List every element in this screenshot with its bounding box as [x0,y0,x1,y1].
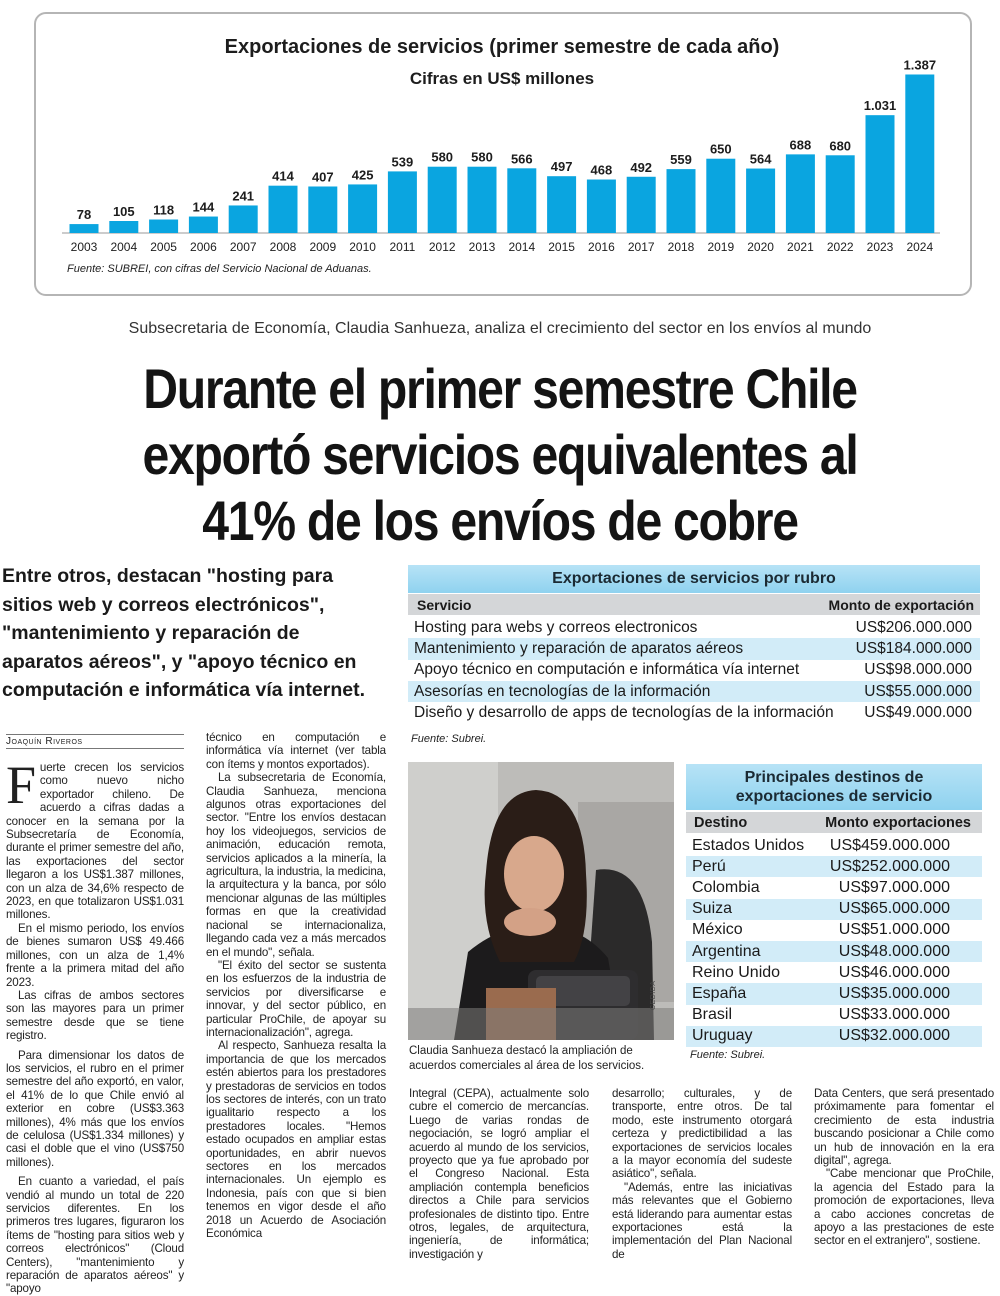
bar-2017 [627,177,656,233]
table-rubro-source: Fuente: Subrei. [411,733,487,745]
chart-source: Fuente: SUBREI, con cifras del Servicio Nacional de Aduanas. [67,263,372,275]
x-tick-2011: 2011 [389,240,416,254]
bar-2007 [229,205,258,233]
table-row [686,1005,982,1026]
table-cell-label: Argentina [692,942,761,960]
headline-line-2: exportó servicios equivalentes al [142,423,858,486]
table-row [686,1026,982,1047]
table-cell-label: Hosting para webs y correos electronicos [414,618,698,636]
photo-credit: CEDIDA [650,980,657,1010]
data-label-2024: 1.387 [903,57,937,73]
data-label-2016: 468 [590,162,613,178]
x-tick-2013: 2013 [468,240,496,254]
table-row [686,941,982,962]
data-label-2009: 407 [311,169,334,185]
table-cell-amount: US$206.000.000 [855,618,972,636]
table-destinos-col-destino: Destino [694,814,748,831]
table-cell-amount: US$33.000.000 [838,1006,950,1024]
data-label-2019: 650 [709,141,732,157]
article-headline [70,356,930,554]
x-tick-2022: 2022 [826,240,854,254]
paragraph: Data Centers, que será presentado próximamente para fomentar el crecimiento de esta industria buscando posicionar a Chile como un hub de innovación en la era digital", agrega. [814,1087,994,1168]
x-tick-2014: 2014 [508,240,536,254]
x-tick-2006: 2006 [190,240,217,254]
bar-2013 [468,167,497,233]
data-label-2018: 559 [670,152,692,168]
table-rubro-title: Exportaciones de servicios por rubro [408,565,980,593]
table-cell-amount: US$55.000.000 [864,682,972,700]
table-destinos-header [686,812,982,833]
paragraph: "Cabe mencionar que ProChile, la agencia del Estado para la promoción de exportaciones, lleva a cabo acciones concretas de apoyo a las prestaciones de este sector en el extranjero", sostiene. [814,1167,994,1248]
bar-2008 [269,186,298,233]
data-label-2004: 105 [112,204,135,219]
bar-2012 [428,167,457,233]
paragraph: Fuerte crecen los servicios como nuevo nicho exportador chileno. De acuerdo a cifras dadas a conocer en la semana por la Subsecretaría de Economía, durante el primer semestre del año, las exportaciones del sector llegaron a los US$1.387 millones, con un alza de 34,6% respecto de 2023, en que totalizaron US$1.031 millones. [6,755,184,922]
table-cell-label: Estados Unidos [692,836,805,854]
table-cell-label: Asesorías en tecnologías de la información [414,682,711,700]
table-row [686,983,982,1004]
paragraph: La subsecretaria de Economía, Claudia Sanhueza, menciona algunos otras exportaciones del sector. "Entre los envíos destacan hoy los videojuegos, servicios de animación, educación remota, servicios aplicados a la minería, la agricultura, la industria, la medicina, la arquitectura y la banca, por sólo mencionar algunas de las múltiples formas en que la creatividad nacional se internacionaliza, llegando cada vez a más mercados en el mundo", señala. [206,771,386,959]
article-column-5 [814,1087,994,1255]
x-tick-2015: 2015 [548,240,575,254]
data-label-2008: 414 [272,168,294,184]
bar-2024 [905,74,934,233]
portrait-photo [408,762,674,1040]
x-tick-2008: 2008 [269,240,297,254]
data-label-2021: 688 [789,137,812,153]
bar-2003 [70,224,99,233]
table-cell-amount: US$65.000.000 [838,900,950,918]
x-tick-2023: 2023 [866,240,894,254]
table-destinos-source: Fuente: Subrei. [690,1049,766,1061]
x-tick-2012: 2012 [428,240,456,254]
table-cell-label: Mantenimiento y reparación de aparatos aéreos [414,639,744,657]
bar-2014 [507,168,536,233]
table-cell-label: Perú [692,857,726,875]
table-row [686,877,982,898]
table-cell-amount: US$51.000.000 [838,921,950,939]
bar-chart [0,0,1000,300]
bar-2023 [866,115,895,233]
table-row [686,835,982,856]
table-cell-amount: US$252.000.000 [829,857,950,875]
table-cell-amount: US$184.000.000 [855,639,972,657]
data-label-2014: 566 [510,151,533,167]
table-cell-amount: US$459.000.000 [829,836,950,854]
bar-2020 [746,169,775,233]
table-cell-amount: US$32.000.000 [838,1027,950,1045]
chart-subtitle: Cifras en US$ millones [409,69,595,88]
table-cell-label: Diseño y desarrollo de apps de tecnologías de la información [414,703,834,721]
table-cell-label: Brasil [692,1006,733,1024]
table-row [408,638,980,659]
bar-2010 [348,184,377,233]
table-destinos-title-line-2: exportaciones de servicio [735,788,933,805]
x-tick-2010: 2010 [349,240,376,254]
data-label-2020: 564 [749,151,772,167]
x-tick-2018: 2018 [667,240,695,254]
table-row [408,702,980,723]
data-label-2012: 580 [431,149,454,165]
data-label-2013: 580 [471,149,493,165]
table-cell-amount: US$97.000.000 [838,878,950,896]
paragraph: técnico en computación e informática vía internet (ver tabla con ítems y montos exportados). [206,731,386,771]
table-rubro-col-servicio: Servicio [417,596,472,613]
dropcap: F [6,755,36,815]
table-destinos-title [686,764,982,810]
paragraph: Al respecto, Sanhueza resalta la importancia de que los mercados estén abiertos para los prestadores y prestadoras de servicios en todos los sectores de interés, con un trato igualitario respecto a los prestadores locales. "Hemos estado ocupados en ampliar estas oportunidades, en abrir nuevos sectores en los mercados internacionales. Un ejemplo es Indonesia, país con que si bien tenemos en vigor desde el año 2018 un Acuerdo de Asociación Económica [206,1039,386,1241]
x-tick-2020: 2020 [747,240,774,254]
bar-2019 [706,159,735,233]
table-cell-label: Suiza [692,900,733,918]
paragraph: "Además, entre las iniciativas más relevantes que el Gobierno está liderando para aumentar estas exportaciones está la implementación del Plan Nacional de [612,1180,792,1261]
article-column-4 [612,1087,792,1261]
table-row [686,962,982,983]
table-cell-label: Apoyo técnico en computación e informática vía internet [414,661,800,679]
table-cell-label: México [692,921,743,939]
chart-title: Exportaciones de servicios (primer semestre de cada año) [224,36,780,58]
article-column-1 [6,755,184,1296]
bar-2011 [388,171,417,233]
portrait-illustration [408,762,674,1040]
bar-2006 [189,217,218,233]
x-tick-2003: 2003 [70,240,98,254]
table-row [408,660,980,681]
table-row [686,920,982,941]
article-kicker: Subsecretaria de Economía, Claudia Sanhueza, analiza el crecimiento del sector en los envíos al mundo [128,320,872,337]
table-cell-label: Uruguay [692,1027,753,1045]
table-cell-amount: US$48.000.000 [838,942,950,960]
table-row [408,681,980,702]
x-tick-2005: 2005 [150,240,177,254]
headline-line-3: 41% de los envíos de cobre [202,489,798,552]
table-cell-label: España [692,984,747,1002]
article-column-2 [206,731,386,1255]
x-tick-2009: 2009 [309,240,337,254]
x-tick-2021: 2021 [787,240,814,254]
data-label-2017: 492 [630,159,653,175]
bar-2021 [786,154,815,233]
paragraph: desarrollo; culturales, y de transporte, entre otros. De tal modo, este instrumento otorgará certeza y predictibilidad a las exportaciones de servicios locales a la mayor economía del sudeste asiático", señala. [612,1087,792,1181]
data-label-2023: 1.031 [863,98,897,114]
bar-2016 [587,180,616,233]
table-cell-amount: US$98.000.000 [864,661,972,679]
table-cell-label: Colombia [692,878,760,896]
x-tick-2024: 2024 [906,240,934,254]
article-column-3 [409,1087,589,1261]
data-label-2011: 539 [391,154,414,170]
data-label-2022: 680 [829,138,852,154]
article-byline: Joaquín Riveros [6,734,184,749]
x-tick-2019: 2019 [707,240,735,254]
data-label-2007: 241 [232,188,255,204]
bar-2022 [826,155,855,233]
x-tick-2004: 2004 [110,240,138,254]
photo-caption: Claudia Sanhueza destacó la ampliación de acuerdos comerciales al área de los servicios. [409,1045,645,1072]
table-cell-amount: US$46.000.000 [838,963,950,981]
x-tick-2016: 2016 [588,240,615,254]
table-row [686,899,982,920]
data-label-2010: 425 [351,167,374,183]
table-rubro-col-monto: Monto de exportación [828,596,974,613]
paragraph: Integral (CEPA), actualmente solo cubre el comercio de mercancías. Luego de varias rondas de negociación, se logró ampliar el acuerdo al mundo de los servicios, proyecto que ya fue aprobado por el Congreso Nacional. Esta ampliación contempla beneficios directos a Chile para servicios profesionales de distinto tipo. Entre otros, legales, de arquitectura, ingeniería, de informática; investigación y [409,1087,589,1261]
table-cell-label: Reino Unido [692,963,781,981]
data-label-2005: 118 [153,202,175,218]
bar-2018 [667,169,696,233]
paragraph: En el mismo periodo, los envíos de bienes sumaron US$ 49.466 millones, con un alza de 1,4% frente a la primera mitad del año 2023. [6,921,184,989]
bar-2005 [149,220,178,233]
paragraph: "El éxito del sector se sustenta en los esfuerzos de la industria de servicios por diversificarse e innovar, y del sector público, en particular ProChile, de apoyar su internacionalización", agrega. [206,958,386,1039]
table-cell-amount: US$35.000.000 [838,984,950,1002]
article-lead: Entre otros, destacan "hosting para sitios web y correos electrónicos", "mantenimiento y reparación de aparatos aéreos", y "apoyo técnico en computación e informática vía internet. [2,565,365,701]
x-tick-2007: 2007 [229,240,257,254]
x-tick-2017: 2017 [627,240,655,254]
data-label-2003: 78 [76,207,92,223]
bar-2009 [308,186,337,233]
paragraph: Las cifras de ambos sectores son las mayores para un primer semestre desde que se tiene registro. [6,988,184,1043]
bar-2015 [547,176,576,233]
bar-2004 [109,221,138,233]
paragraph: En cuanto a variedad, el país vendió al mundo un total de 220 servicios diferentes. En los primeros tres lugares, figuraron los ítems de "hosting para sitios web y correos electrónicos" (Cloud Centers), "mantenimiento y reparación de aparatos aéreos" y "apoyo [6,1175,184,1296]
headline-line-1: Durante el primer semestre Chile [143,357,857,420]
data-label-2015: 497 [550,159,573,175]
paragraph: Para dimensionar los datos de los servicios, el rubro en el primer semestre del año exportó, en valor, el 41% de lo que Chile envió al exterior en cobre (US$3.363 millones), 4% más que los envíos de celulosa (US$1.334 millones) y casi el doble que el vino (US$750 millones). [6,1048,184,1169]
table-destinos-col-monto: Monto exportaciones [825,814,971,831]
table-cell-amount: US$49.000.000 [864,703,972,721]
table-row [686,856,982,877]
data-label-2006: 144 [192,199,215,215]
table-rubro-header [408,594,980,615]
table-destinos-title-line-1: Principales destinos de [744,769,924,786]
table-row [408,617,980,638]
